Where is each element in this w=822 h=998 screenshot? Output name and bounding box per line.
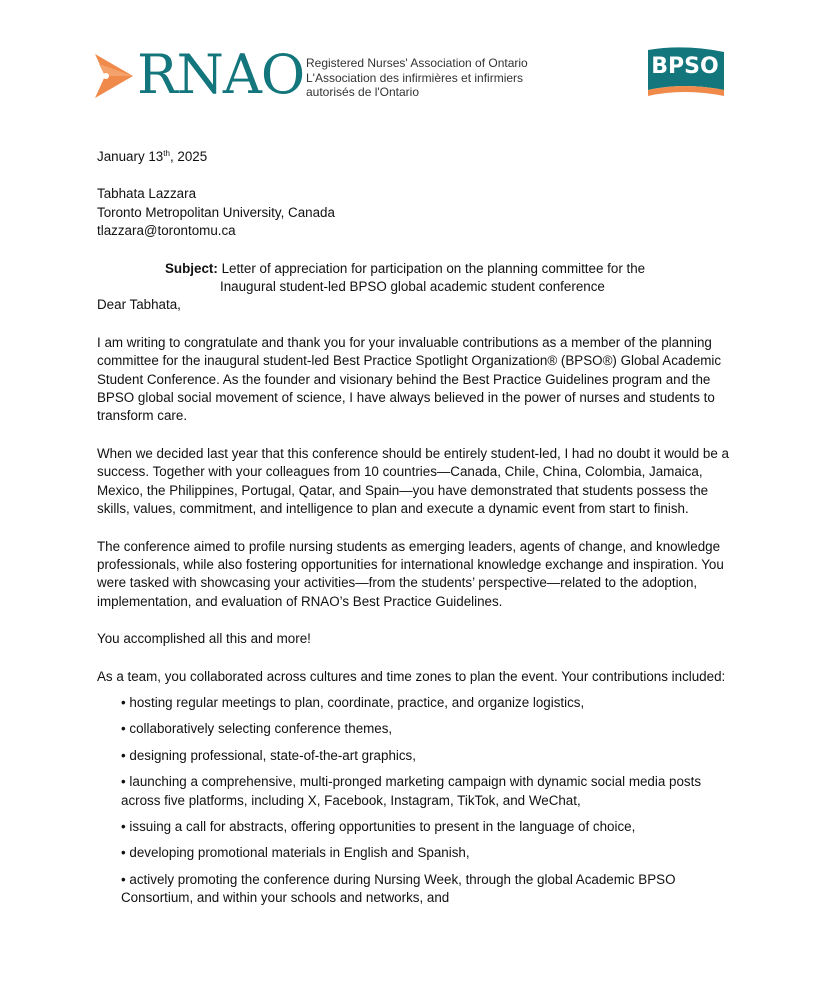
recipient-block: [97, 185, 737, 240]
org-names: [306, 56, 528, 100]
list-item: • developing promotional materials in English and Spanish,: [121, 845, 470, 861]
contributions-list: [97, 694, 737, 908]
paragraph-2: When we decided last year that this conference should be entirely student-led, I had no doubt it would be a success. Together with your colleagues from 10 countries—Canada, Chile, China, Colombia, Jamaica, Mexico, the Philippines, Portugal, Qatar, and Spain—you have demonstrated that students possess the skills, values, commitment, and intelligence to plan and execute a dynamic event from start to finish.: [97, 445, 729, 517]
salutation: Dear Tabhata,: [97, 297, 181, 313]
rnao-logo: [95, 43, 305, 106]
subject-label: Subject:: [165, 260, 218, 276]
subject-text-1: Letter of appreciation for participation on the planning committee for the: [221, 260, 646, 276]
org-name-en: Registered Nurses' Association of Ontario: [306, 56, 528, 70]
list-item: • collaboratively selecting conference themes,: [121, 721, 393, 737]
bpso-logo: [644, 46, 726, 98]
paragraph-1: I am writing to congratulate and thank you for your invaluable contributions as a member of the planning committee for the inaugural student-led Best Practice Spotlight Organization® (BPSO®) Global Academic Student Conference. As the founder and visionary behind the Best Practice Guidelines program and the BPSO global social movement of science, I have always believed in the power of nurses and students to transform care.: [97, 334, 722, 424]
list-item: • actively promoting the conference during Nursing Week, through the global Academic BPSO Consortium, and within your schools and networks, and: [121, 871, 676, 906]
subject-line: [97, 260, 737, 297]
paragraph-4: You accomplished all this and more!: [97, 631, 311, 647]
list-item: • hosting regular meetings to plan, coordinate, practice, and organize logistics,: [121, 694, 585, 710]
list-item: • launching a comprehensive, multi-pronged marketing campaign with dynamic social media posts across five platforms, including X, Facebook, Instagram, TikTok, and WeChat,: [121, 774, 702, 808]
recipient-org: Toronto Metropolitan University, Canada: [97, 204, 335, 220]
letterhead: [0, 0, 822, 110]
letter-body: [97, 148, 737, 916]
letter-date: January 13th, 2025: [97, 149, 208, 164]
rnao-wordmark: RNAO: [137, 43, 305, 106]
org-name-fr-2: autorisés de l'Ontario: [306, 85, 420, 99]
recipient-email: tlazzara@torontomu.ca: [97, 223, 236, 239]
paragraph-5: As a team, you collaborated across cultures and time zones to plan the event. Your contributions included:: [97, 668, 726, 684]
list-item: • designing professional, state-of-the-art graphics,: [121, 747, 416, 763]
subject-text-2: Inaugural student-led BPSO global academic student conference: [220, 279, 605, 295]
org-name-fr-1: L'Association des infirmières et infirmiers: [306, 70, 524, 85]
bpso-logo-text: BPSO: [651, 54, 719, 79]
recipient-name: Tabhata Lazzara: [97, 186, 197, 202]
paragraph-3: The conference aimed to profile nursing students as emerging leaders, agents of change, and knowledge professionals, while also fostering opportunities for international knowledge exchange and inspiration. You were tasked with showcasing your activities—from the students’ perspective—related to the adoption, implementation, and evaluation of RNAO’s Best Practice Guidelines.: [97, 538, 724, 609]
rnao-burst-icon: [95, 52, 135, 100]
list-item: • issuing a call for abstracts, offering opportunities to present in the language of choice,: [121, 818, 636, 834]
